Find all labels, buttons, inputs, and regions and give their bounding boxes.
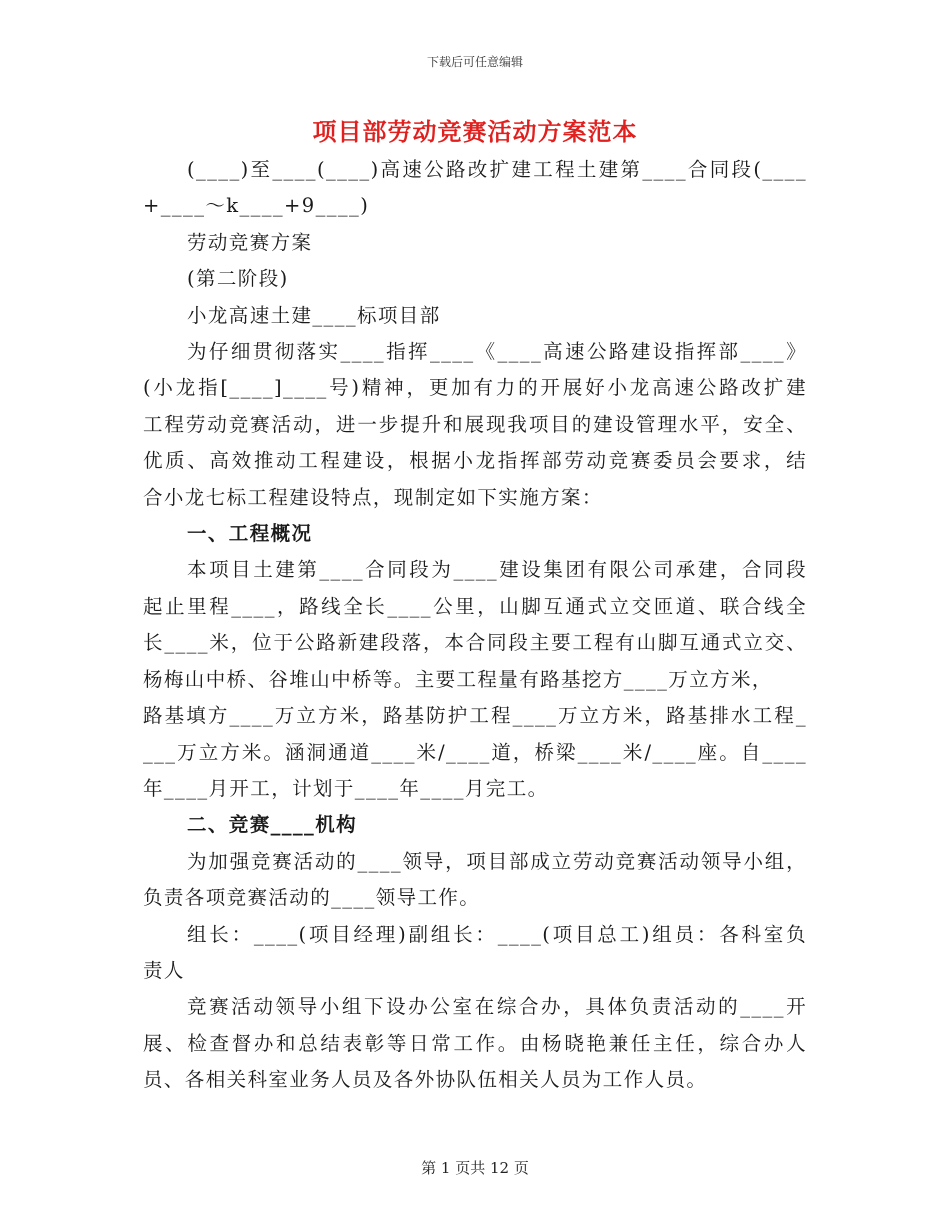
- section-heading: 一、工程概况: [187, 522, 313, 546]
- body-line: 组长：____(项目经理)副组长：____(项目总工)组员：各科室负: [187, 922, 807, 946]
- body-line: 优质、高效推动工程建设，根据小龙指挥部劳动竞赛委员会要求，结: [143, 449, 807, 473]
- body-line: 合小龙七标工程建设特点，现制定如下实施方案：: [143, 485, 603, 509]
- body-line: (____)至____(____)高速公路改扩建工程土建第____合同段(____: [187, 158, 807, 181]
- body-line: +____～k____+9____): [143, 194, 370, 218]
- body-line: 路基填方____万立方米，路基防护工程____万立方米，路基排水工程_: [143, 704, 807, 728]
- body-line: 为仔细贯彻落实____指挥____《____高速公路建设指挥部____》: [187, 340, 807, 364]
- page-number: 第 1 页共 12 页: [421, 1159, 529, 1177]
- body-line: 起止里程____，路线全长____公里，山脚互通式立交匝道、联合线全: [143, 594, 807, 618]
- body-line: 长____米，位于公路新建段落，本合同段主要工程有山脚互通式立交、: [143, 631, 807, 655]
- document-body: [143, 152, 807, 1099]
- body-line: 员、各相关科室业务人员及各外协队伍相关人员为工作人员。: [143, 1068, 708, 1092]
- body-line: 展、检查督办和总结表彰等日常工作。由杨晓艳兼任主任，综合办人: [143, 1031, 807, 1055]
- body-line: 责人: [143, 958, 185, 982]
- document-title: 项目部劳动竞赛活动方案范本: [312, 117, 638, 146]
- body-line: 竞赛活动领导小组下设办公室在综合办，具体负责活动的____开: [187, 995, 807, 1019]
- section-heading: 二、竞赛____机构: [187, 813, 358, 837]
- body-line: 本项目土建第____合同段为____建设集团有限公司承建，合同段: [187, 558, 807, 582]
- body-line: 年____月开工，计划于____年____月完工。: [143, 776, 549, 800]
- body-line: (小龙指[____]____号)精神，更加有力的开展好小龙高速公路改扩建: [143, 376, 807, 400]
- body-line: 工程劳动竞赛活动，进一步提升和展现我项目的建设管理水平，安全、: [143, 412, 807, 436]
- subtitle-line: 小龙高速土建____标项目部: [187, 303, 441, 327]
- body-line: ___万立方米。涵洞通道____米/____道，桥梁____米/____座。自____: [143, 740, 807, 764]
- body-line: 负责各项竞赛活动的____领导工作。: [143, 886, 481, 910]
- subtitle-line: 劳动竞赛方案: [187, 230, 313, 254]
- body-line: 杨梅山中桥、谷堆山中桥等。主要工程量有路基挖方____万立方米，: [143, 667, 773, 691]
- subtitle-line: (第二阶段): [187, 267, 289, 291]
- body-line: 为加强竞赛活动的____领导，项目部成立劳动竞赛活动领导小组，: [187, 849, 807, 873]
- page-header-note: 下载后可任意编辑: [426, 55, 523, 69]
